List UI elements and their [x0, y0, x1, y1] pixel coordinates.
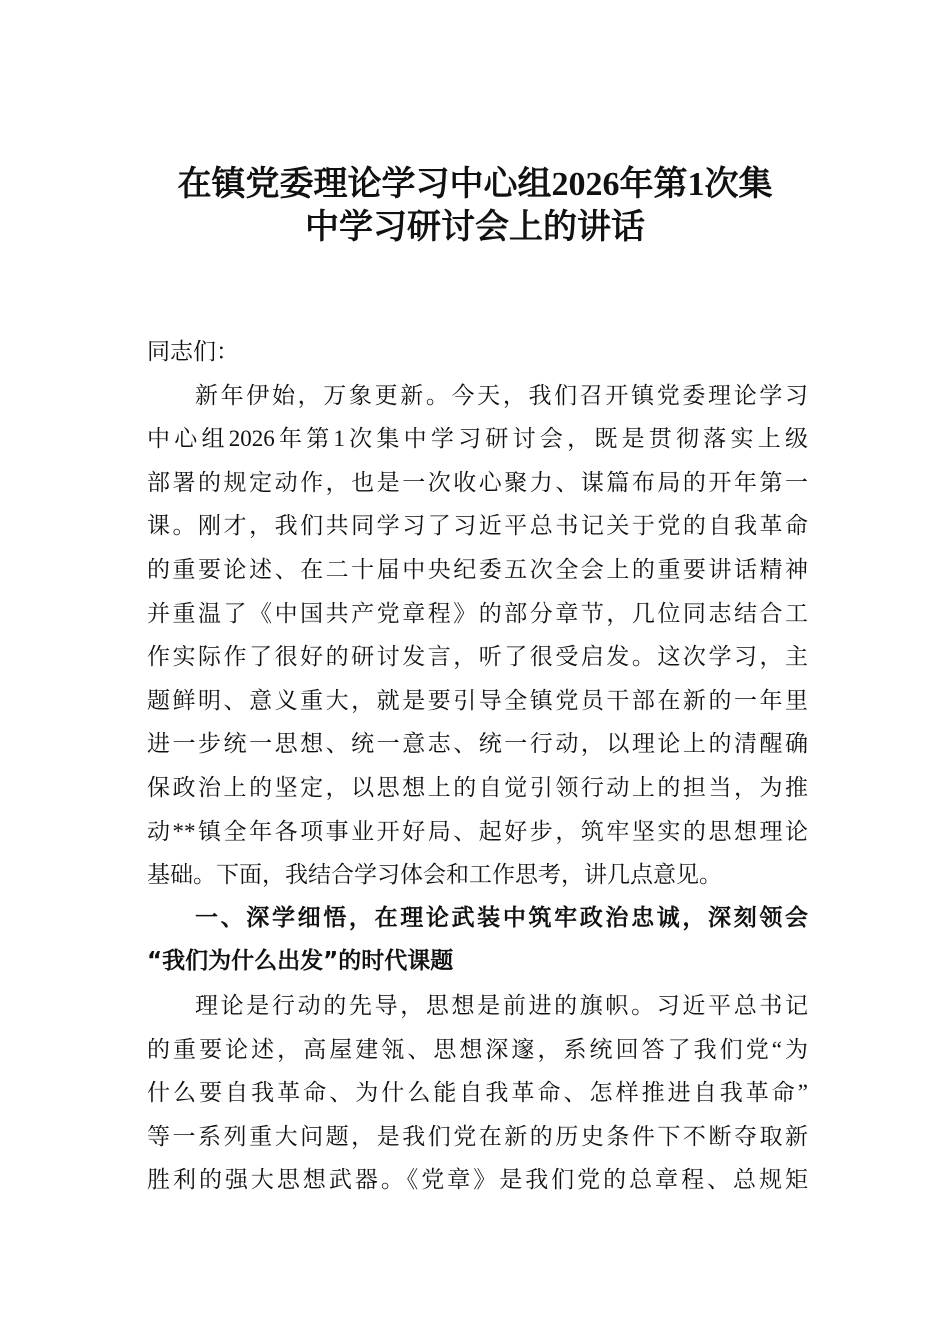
- text-line: 一、深学细悟，在理论武装中筑牢政治忠诚，深刻领会: [195, 904, 808, 931]
- text-line: 的重要论述，高屋建瓴、思想深邃，系统回答了我们党“为: [147, 1036, 808, 1062]
- section-heading-1: [147, 897, 808, 984]
- text-line: 作实际作了很好的研讨发言，听了很受启发。这次学习，主: [147, 644, 808, 670]
- text-line: 并重温了《中国共产党章程》的部分章节，几位同志结合工: [147, 600, 808, 626]
- text-line: “我们为什么出发”的时代课题: [147, 948, 454, 975]
- greeting: 同志们：: [147, 339, 239, 364]
- text-line: 胜利的强大思想武器。《党章》是我们党的总章程、总规矩: [147, 1167, 808, 1193]
- text-line: 动**镇全年各项事业开好局、起好步，筑牢坚实的思想理论: [147, 818, 808, 844]
- text-line: 题鲜明、意义重大，就是要引导全镇党员干部在新的一年里: [147, 687, 808, 713]
- text-line: 课。刚才，我们共同学习了习近平总书记关于党的自我革命: [147, 513, 808, 539]
- text-line: 等一系列重大问题，是我们党在新的历史条件下不断夺取新: [147, 1123, 808, 1149]
- text-line: 什么要自我革命、为什么能自我革命、怎样推进自我革命”: [147, 1080, 808, 1106]
- title-line: 中学习研讨会上的讲话: [305, 209, 645, 246]
- text-line: 理论是行动的先导，思想是前进的旗帜。习近平总书记: [195, 992, 808, 1018]
- title-line: 在镇党委理论学习中心组2026年第1次集: [177, 166, 773, 203]
- document-body: [147, 330, 808, 1202]
- text-line: 的重要论述、在二十届中央纪委五次全会上的重要讲话精神: [147, 556, 808, 582]
- text-line: 基础。下面，我结合学习体会和工作思考，讲几点意见。: [147, 862, 722, 888]
- text-line: 中心组2026年第1次集中学习研讨会，既是贯彻落实上级: [147, 426, 808, 452]
- paragraph-section-1: [147, 984, 808, 1202]
- document-title: [0, 163, 950, 249]
- text-line: 进一步统一思想、统一意志、统一行动，以理论上的清醒确: [147, 731, 808, 757]
- paragraph-intro: [147, 374, 808, 897]
- text-line: 保政治上的坚定，以思想上的自觉引领行动上的担当，为推: [147, 774, 808, 800]
- text-line: 部署的规定动作，也是一次收心聚力、谋篇布局的开年第一: [147, 469, 808, 495]
- text-line: 新年伊始，万象更新。今天，我们召开镇党委理论学习: [195, 382, 808, 408]
